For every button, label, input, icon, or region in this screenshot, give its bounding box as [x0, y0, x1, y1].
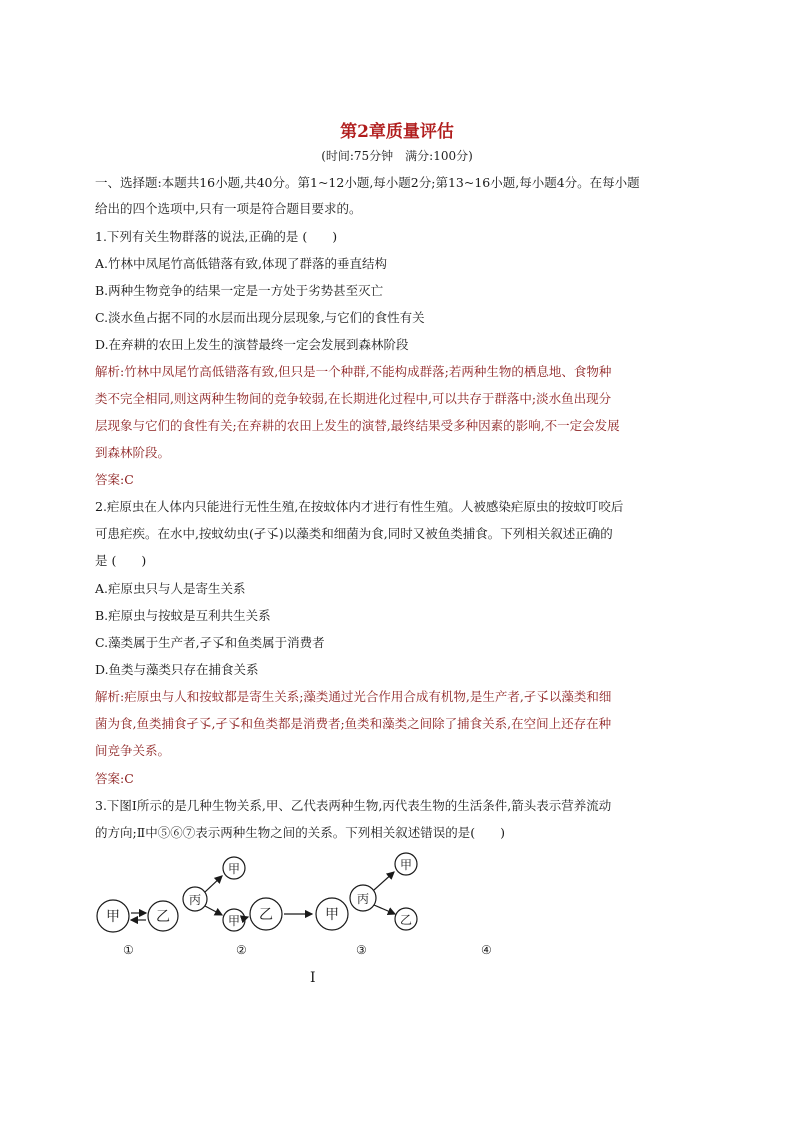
figure-label-2: ②: [236, 943, 247, 957]
question-2-analysis: 间竞争关系。: [95, 743, 171, 758]
question-1-option-c: C.淡水鱼占据不同的水层而出现分层现象,与它们的食性有关: [95, 310, 425, 325]
question-2-analysis: 解析:疟原虫与人和按蚊都是寄生关系;藻类通过光合作用合成有机物,是生产者,孑孓以藻类和细: [95, 689, 612, 704]
figure-label-3: ③: [356, 943, 367, 957]
label-bing: 丙: [188, 893, 202, 907]
question-1-analysis: 到森林阶段。: [95, 445, 171, 460]
question-3-stem: 3.下图Ⅰ所示的是几种生物关系,甲、乙代表两种生物,丙代表生物的生活条件,箭头表示营养流动: [95, 798, 612, 813]
figure-label-1: ①: [123, 943, 134, 957]
label-bing: 丙: [356, 892, 370, 906]
label-yi: 乙: [399, 913, 413, 927]
label-jia: 甲: [106, 909, 120, 925]
label-yi: 乙: [156, 909, 170, 925]
label-jia: 甲: [227, 862, 241, 876]
label-yi: 乙: [259, 907, 273, 923]
question-2-option-a: A.疟原虫只与人是寄生关系: [95, 581, 246, 596]
question-2-stem: 可患疟疾。在水中,按蚊幼虫(孑孓)以藻类和细菌为食,同时又被鱼类捕食。下列相关叙述正确的: [95, 526, 613, 541]
question-1-option-d: D.在弃耕的农田上发生的演替最终一定会发展到森林阶段: [95, 337, 409, 352]
question-2-option-c: C.藻类属于生产者,孑孓和鱼类属于消费者: [95, 635, 325, 650]
question-1-answer: 答案:C: [95, 472, 134, 487]
question-1-option-b: B.两种生物竞争的结果一定是一方处于劣势甚至灭亡: [95, 283, 384, 298]
instructions-line: 给出的四个选项中,只有一项是符合题目要求的。: [95, 201, 362, 216]
question-1-analysis: 层现象与它们的食性有关;在弃耕的农田上发生的演替,最终结果受多种因素的影响,不一定会发展: [95, 418, 620, 433]
question-1-stem: 1.下列有关生物群落的说法,正确的是 ( ): [95, 229, 338, 244]
question-2-analysis: 菌为食,鱼类捕食孑孓,孑孓和鱼类都是消费者;鱼类和藻类之间除了捕食关系,在空间上还存在种: [95, 716, 612, 731]
exam-info: (时间:75分钟 满分:100分): [321, 149, 473, 163]
question-1-analysis: 类不完全相同,则这两种生物间的竞争较弱,在长期进化过程中,可以共存于群落中;淡水鱼出现分: [95, 391, 612, 406]
question-1-option-a: A.竹林中凤尾竹高低错落有致,体现了群落的垂直结构: [95, 256, 387, 271]
question-2-answer: 答案:C: [95, 771, 134, 786]
label-jia: 甲: [227, 914, 241, 928]
figure-label-4: ④: [481, 943, 492, 957]
figure-caption: Ⅰ: [310, 970, 316, 986]
question-2-stem: 2.疟原虫在人体内只能进行无性生殖,在按蚊体内才进行有性生殖。人被感染疟原虫的按蚊叮咬后: [95, 499, 624, 514]
question-2-option-b: B.疟原虫与按蚊是互利共生关系: [95, 608, 271, 623]
label-jia: 甲: [399, 858, 413, 872]
label-jia: 甲: [325, 907, 339, 923]
question-2-stem: 是 ( ): [95, 553, 147, 568]
page-title: 第2章质量评估: [340, 122, 454, 142]
question-1-analysis: 解析:竹林中凤尾竹高低错落有致,但只是一个种群,不能构成群落;若两种生物的栖息地、食物种: [95, 364, 612, 379]
question-2-option-d: D.鱼类与藻类只存在捕食关系: [95, 662, 259, 677]
question-3-stem: 的方向;Ⅱ中⑤⑥⑦表示两种生物之间的关系。下列相关叙述错误的是( ): [95, 825, 505, 840]
relationship-diagram: [88, 850, 508, 945]
instructions-line: 一、选择题:本题共16小题,共40分。第1~12小题,每小题2分;第13~16小题,每小题4分。在每小题: [95, 175, 640, 190]
